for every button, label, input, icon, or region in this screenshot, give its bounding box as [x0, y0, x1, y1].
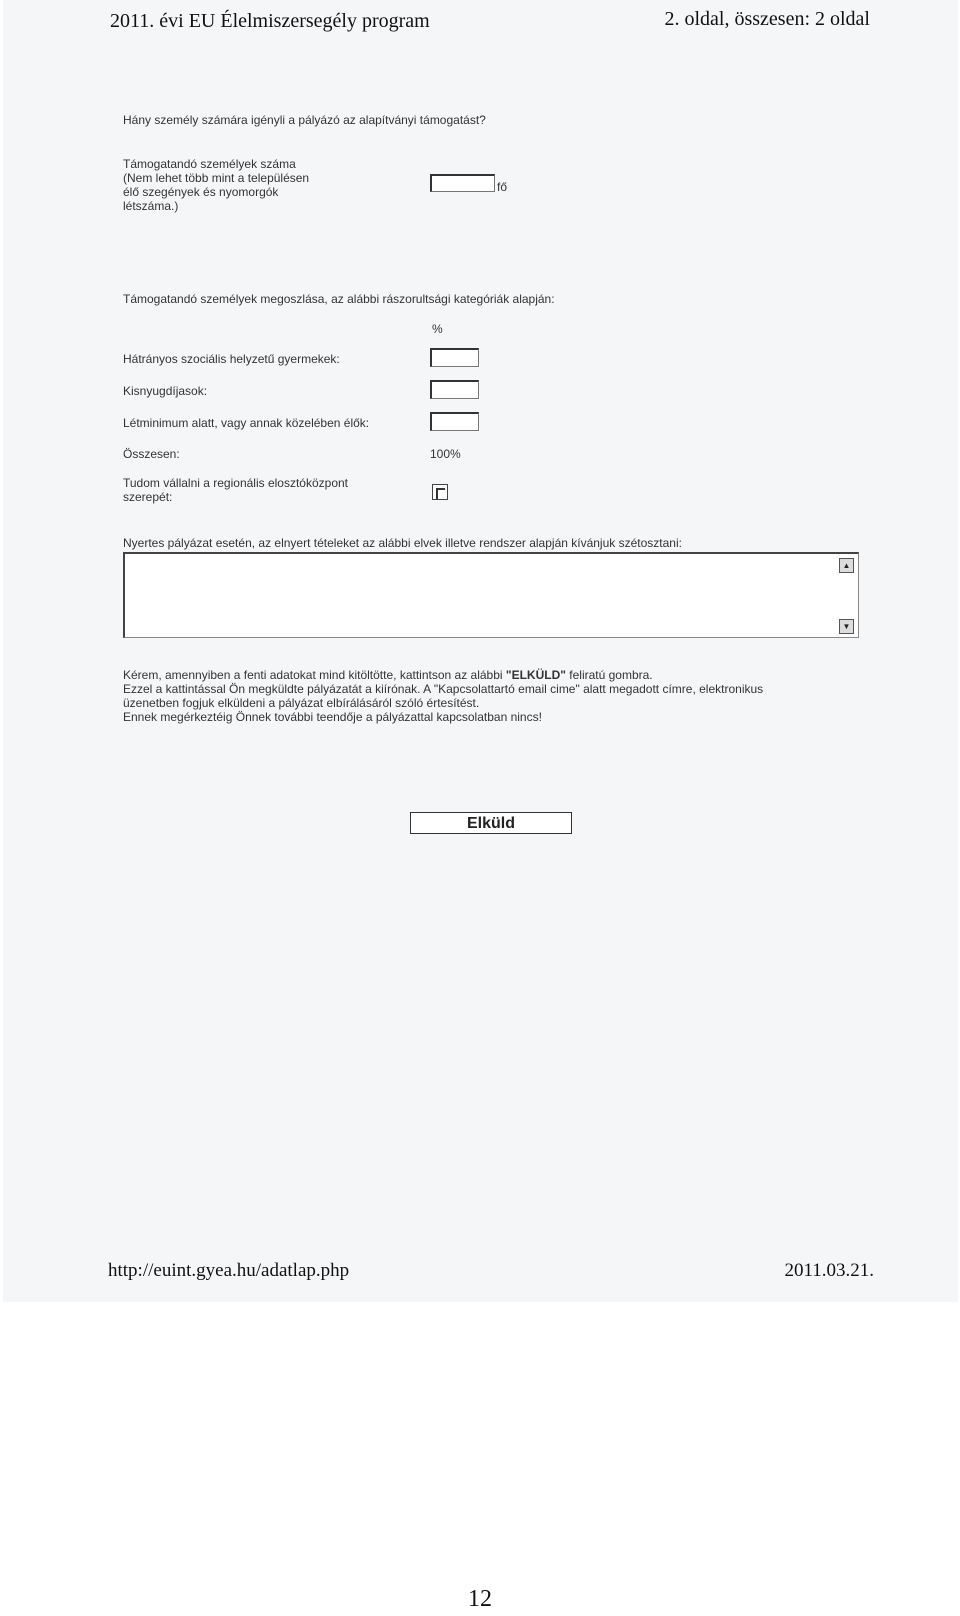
distribution-method-textarea[interactable] — [123, 552, 859, 638]
instructions-text: Kérem, amennyiben a fenti adatokat mind kitöltötte, kattintson az alábbi "ELKÜLD" feliratú gombra. Ezzel a kattintással Ön megküldte pályázatát a kiírónak. A "Kapcsolattartó email cime" alatt megadott címre, elektronikus üzenetben fogjuk elküldeni a pályázat elbírálásáról szóló értesítést. Ennek megérkeztéig Önnek további teendője a pályázattal kapcsolatban nincs! — [123, 668, 764, 724]
persons-unit: fő — [497, 180, 508, 194]
page-header-pagination: 2. oldal, összesen: 2 oldal — [664, 8, 870, 30]
total-label: Összesen: — [123, 447, 180, 461]
question-text: Hány személy számára igényli a pályázó az alapítványi támogatást? — [123, 113, 486, 127]
category-input-pensioners[interactable] — [430, 380, 479, 399]
persons-label: Támogatandó személyek száma (Nem lehet több mint a településen élő szegények és nyomorgók létszáma.) — [123, 157, 310, 213]
persons-count-input[interactable] — [430, 174, 495, 192]
regional-center-label: Tudom vállalni a regionális elosztóközpont szerepét: — [123, 476, 349, 504]
category-label-children: Hátrányos szociális helyzetű gyermekek: — [123, 352, 340, 366]
scroll-up-button[interactable]: ▲ — [839, 558, 854, 573]
total-value: 100% — [430, 447, 461, 461]
submit-button[interactable]: Elküld — [410, 812, 572, 834]
distribution-method-label: Nyertes pályázat esetén, az elnyert tételeket az alábbi elvek illetve rendszer alapján kívánjuk szétosztani: — [123, 536, 682, 550]
distribution-label: Támogatandó személyek megoszlása, az alábbi rászorultsági kategóriák alapján: — [123, 292, 555, 306]
page-header-title: 2011. évi EU Élelmiszersegély program — [110, 10, 430, 32]
page-footer-date: 2011.03.21. — [784, 1260, 874, 1281]
category-label-subsistence: Létminimum alatt, vagy annak közelében élők: — [123, 416, 370, 430]
page-number: 12 — [468, 1586, 492, 1612]
regional-center-checkbox[interactable] — [432, 484, 448, 500]
category-input-subsistence[interactable] — [430, 412, 479, 431]
scroll-down-button[interactable]: ▼ — [839, 619, 854, 634]
category-label-pensioners: Kisnyugdíjasok: — [123, 384, 208, 398]
percent-header: % — [432, 322, 443, 336]
page-footer-url: http://euint.gyea.hu/adatlap.php — [108, 1260, 350, 1281]
category-input-children[interactable] — [430, 348, 479, 367]
